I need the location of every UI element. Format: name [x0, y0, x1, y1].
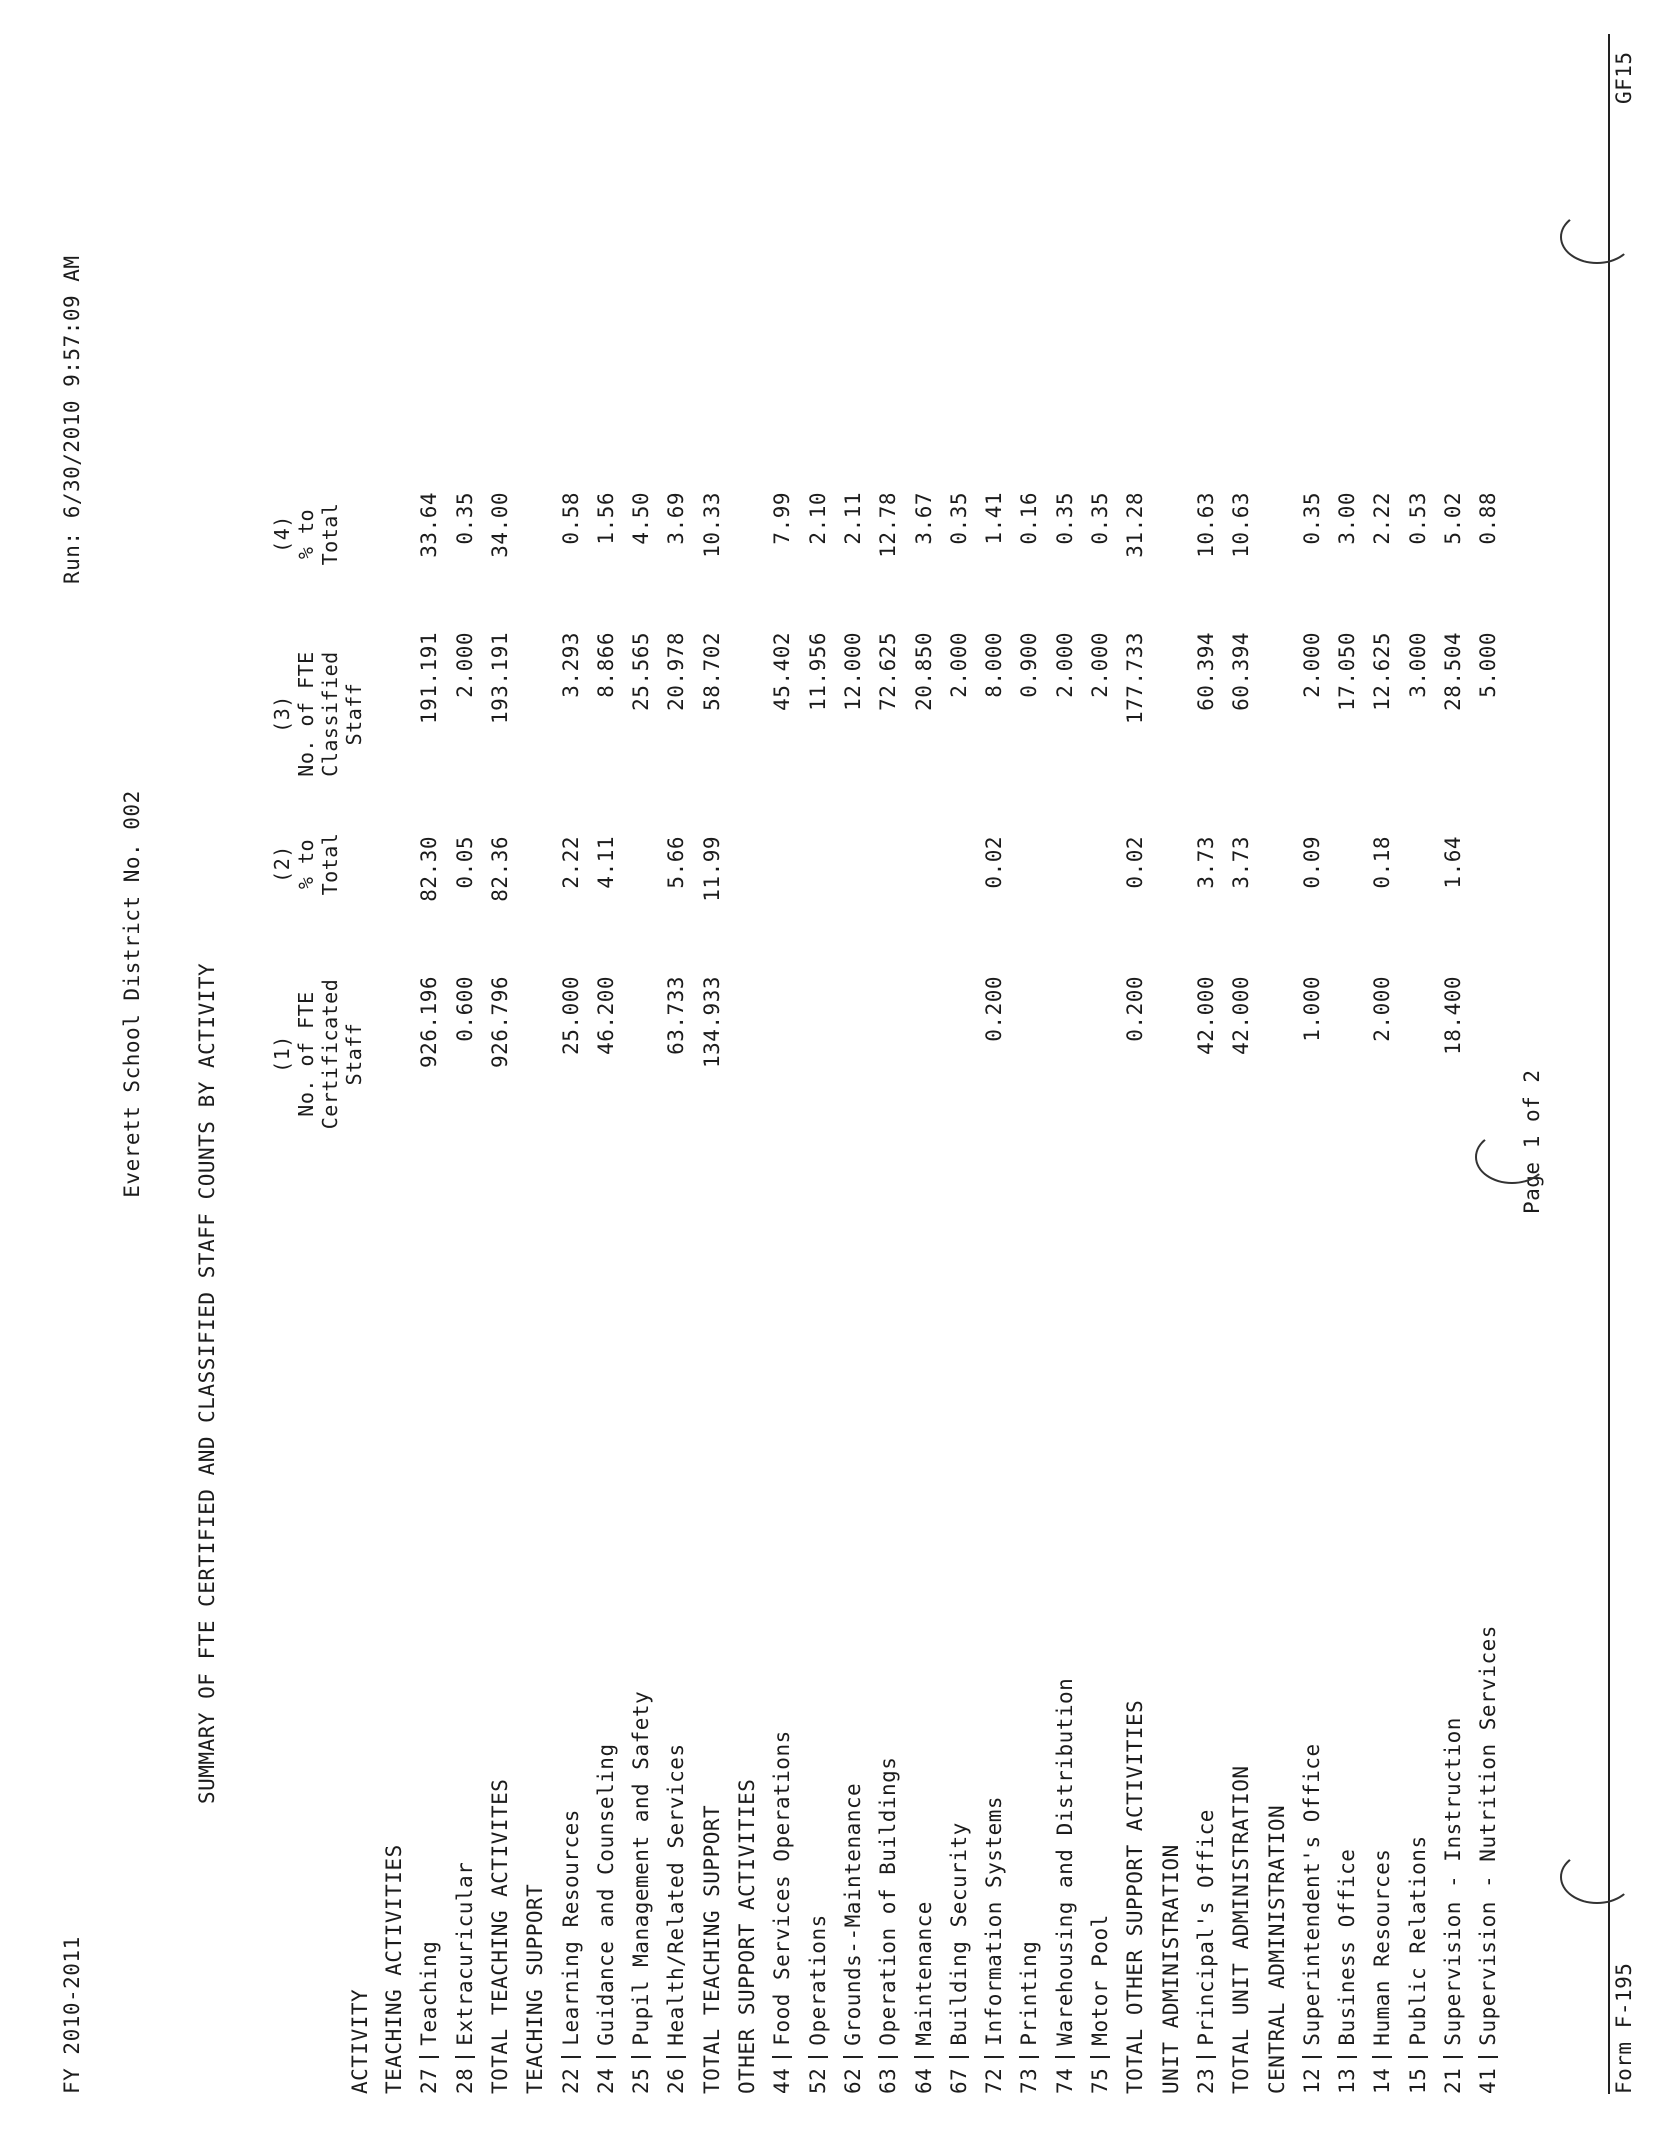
activity-code: 15 — [1405, 2067, 1430, 2094]
classified-fte: 5.000 — [1476, 632, 1501, 698]
activity-label — [876, 1757, 900, 2094]
code-separator — [1019, 2056, 1039, 2058]
activity-name: Principal's Office — [1193, 1809, 1218, 2046]
activity-code: 67 — [946, 2067, 971, 2094]
activity-code: 13 — [1335, 2067, 1360, 2094]
classified-fte: 177.733 — [1123, 632, 1148, 725]
footer-rule — [1608, 34, 1610, 2094]
code-separator — [1478, 2056, 1498, 2058]
activity-name: Pupil Management and Safety — [629, 1690, 654, 2046]
classified-pct: 0.35 — [1299, 492, 1324, 545]
code-separator — [772, 2056, 792, 2058]
activity-name: TEACHING ACTIVITIES — [382, 1844, 406, 2094]
activity-name: Public Relations — [1405, 1835, 1430, 2046]
classified-pct: 3.69 — [664, 492, 689, 545]
activity-label — [770, 1730, 794, 2094]
activity-name: UNIT ADMINISTRATION — [1158, 1844, 1183, 2094]
code-separator — [949, 2056, 969, 2058]
form-code: GF15 — [1612, 51, 1636, 104]
activity-code: 75 — [1088, 2067, 1112, 2094]
activity-label — [664, 1743, 688, 2094]
activity-label — [1370, 1849, 1394, 2094]
activity-name: Guidance and Counseling — [593, 1743, 618, 2046]
binder-hole-mark — [1560, 210, 1634, 264]
classified-fte: 2.000 — [946, 632, 971, 698]
code-separator — [1408, 2056, 1428, 2058]
activity-code: 64 — [911, 2067, 936, 2094]
activity-code: 72 — [982, 2067, 1007, 2094]
classified-fte: 8.866 — [593, 632, 618, 698]
code-separator — [455, 2056, 475, 2058]
certificated-pct: 11.99 — [699, 836, 724, 902]
run-timestamp: Run: 6/30/2010 9:57:09 AM — [60, 255, 84, 584]
certificated-pct: 0.02 — [982, 836, 1007, 889]
activity-name: Grounds--Maintenance — [840, 1782, 865, 2046]
classified-fte: 28.504 — [1441, 632, 1465, 711]
certificated-pct: 0.02 — [1123, 836, 1148, 889]
activity-name: TOTAL OTHER SUPPORT ACTIVITIES — [1123, 1699, 1148, 2094]
activity-column-header: ACTIVITY — [348, 1988, 372, 2094]
classified-fte: 3.293 — [558, 632, 583, 698]
certificated-pct: 82.30 — [417, 836, 442, 902]
activity-code: 44 — [770, 2067, 795, 2094]
code-separator — [1302, 2056, 1322, 2058]
activity-label — [1300, 1743, 1324, 2094]
code-separator — [596, 2056, 616, 2058]
activity-label — [559, 1809, 583, 2094]
code-separator — [1055, 2056, 1075, 2058]
code-separator — [1196, 2056, 1216, 2058]
activity-label — [1194, 1809, 1218, 2094]
activity-code: 26 — [664, 2067, 689, 2094]
col1-header: (1) No. of FTE Certificated Staff — [270, 978, 366, 1130]
activity-code: 24 — [593, 2067, 618, 2094]
activity-label — [1053, 1678, 1077, 2094]
classified-fte: 0.900 — [1017, 632, 1042, 698]
classified-fte: 12.000 — [840, 632, 865, 711]
classified-pct: 33.64 — [417, 492, 442, 558]
certificated-pct: 5.66 — [664, 836, 689, 889]
activity-label — [453, 1862, 477, 2094]
activity-label — [1441, 1717, 1465, 2094]
activity-label — [1476, 1625, 1500, 2094]
certificated-fte: 1.000 — [1299, 976, 1324, 1042]
classified-pct: 5.02 — [1441, 492, 1465, 545]
certificated-pct: 1.64 — [1441, 836, 1465, 889]
activity-code: 63 — [876, 2067, 901, 2094]
activity-name: Business Office — [1335, 1848, 1360, 2046]
activity-name: Health/Related Services — [664, 1743, 689, 2046]
activity-label — [806, 1914, 830, 2094]
classified-pct: 3.00 — [1335, 492, 1360, 545]
classified-fte: 20.850 — [911, 632, 936, 711]
classified-fte: 58.702 — [699, 632, 724, 711]
classified-pct: 10.63 — [1193, 492, 1218, 558]
code-separator — [1090, 2056, 1110, 2058]
classified-pct: 3.67 — [911, 492, 936, 545]
activity-name: OTHER SUPPORT ACTIVITIES — [735, 1778, 759, 2094]
activity-name: Extracuricular — [452, 1861, 477, 2046]
activity-code: 28 — [452, 2067, 477, 2094]
activity-label — [735, 1779, 759, 2094]
form-number: Form F-195 — [1612, 1962, 1636, 2094]
classified-fte: 191.191 — [417, 632, 442, 725]
classified-pct: 0.35 — [452, 492, 477, 545]
certificated-pct: 3.73 — [1229, 836, 1254, 889]
activity-name: Superintendent's Office — [1299, 1743, 1324, 2046]
classified-fte: 45.402 — [770, 632, 795, 711]
certificated-pct: 0.05 — [452, 836, 477, 889]
certificated-fte: 0.600 — [452, 976, 477, 1042]
classified-pct: 1.41 — [982, 492, 1007, 545]
classified-pct: 0.35 — [1052, 492, 1077, 545]
activity-code: 25 — [629, 2067, 654, 2094]
code-separator — [984, 2056, 1004, 2058]
activity-name: TOTAL TEACHING SUPPORT — [699, 1804, 724, 2094]
binder-hole-mark — [1475, 1130, 1549, 1184]
classified-fte: 11.956 — [805, 632, 830, 711]
activity-label — [912, 1901, 936, 2094]
certificated-pct: 3.73 — [1193, 836, 1218, 889]
classified-fte: 8.000 — [982, 632, 1007, 698]
activity-label — [947, 1822, 971, 2094]
classified-pct: 10.63 — [1229, 492, 1254, 558]
classified-pct: 0.16 — [1017, 492, 1042, 545]
classified-pct: 2.22 — [1370, 492, 1395, 545]
activity-label — [841, 1783, 865, 2094]
code-separator — [1443, 2056, 1463, 2058]
binder-hole-mark — [1560, 1850, 1634, 1904]
certificated-fte: 926.796 — [487, 976, 512, 1069]
classified-fte: 3.000 — [1405, 632, 1430, 698]
activity-label — [1088, 1914, 1112, 2094]
certificated-fte: 42.000 — [1229, 976, 1254, 1055]
activity-code: 27 — [417, 2067, 442, 2094]
activity-code: 22 — [558, 2067, 583, 2094]
activity-label — [488, 1779, 512, 2094]
code-separator — [419, 2056, 439, 2058]
classified-pct: 34.00 — [487, 492, 512, 558]
code-separator — [1337, 2056, 1357, 2058]
classified-pct: 12.78 — [876, 492, 901, 558]
classified-pct: 10.33 — [699, 492, 724, 558]
code-separator — [1372, 2056, 1392, 2058]
code-separator — [666, 2056, 686, 2058]
certificated-pct: 0.09 — [1299, 836, 1324, 889]
certificated-fte: 42.000 — [1193, 976, 1218, 1055]
certificated-fte: 46.200 — [593, 976, 618, 1055]
classified-fte: 60.394 — [1229, 632, 1254, 711]
certificated-fte: 2.000 — [1370, 976, 1395, 1042]
activity-label — [700, 1805, 724, 2094]
classified-fte: 20.978 — [664, 632, 689, 711]
activity-label — [629, 1691, 653, 2094]
activity-name: Human Resources — [1370, 1848, 1395, 2046]
activity-name: CENTRAL ADMINISTRATION — [1264, 1804, 1289, 2094]
activity-code: 14 — [1370, 2067, 1395, 2094]
activity-name: Maintenance — [911, 1901, 936, 2046]
report-title: SUMMARY OF FTE CERTIFIED AND CLASSIFIED STAFF COUNTS BY ACTIVITY — [195, 962, 219, 1804]
certificated-fte: 0.200 — [1123, 976, 1148, 1042]
classified-fte: 2.000 — [1299, 632, 1324, 698]
activity-code: 73 — [1017, 2067, 1042, 2094]
certificated-fte: 63.733 — [664, 976, 689, 1055]
code-separator — [878, 2056, 898, 2058]
activity-label — [417, 1941, 441, 2094]
activity-name: Operation of Buildings — [876, 1756, 901, 2046]
activity-label — [982, 1796, 1006, 2094]
code-separator — [808, 2056, 828, 2058]
certificated-pct: 0.18 — [1370, 836, 1395, 889]
classified-fte: 193.191 — [487, 632, 512, 725]
classified-pct: 1.56 — [593, 492, 618, 545]
activity-name: Building Security — [946, 1822, 971, 2046]
activity-label — [382, 1844, 406, 2094]
activity-label — [594, 1743, 618, 2094]
activity-label — [1123, 1700, 1147, 2094]
activity-name: Warehousing and Distribution — [1052, 1677, 1077, 2046]
classified-fte: 2.000 — [1052, 632, 1077, 698]
activity-name: Motor Pool — [1088, 1914, 1112, 2046]
activity-code: 21 — [1441, 2067, 1465, 2094]
activity-name: TOTAL TEACHING ACTIVITES — [487, 1778, 512, 2094]
certificated-pct: 82.36 — [487, 836, 512, 902]
activity-name: Supervision - Nutrition Services — [1476, 1625, 1501, 2046]
activity-label — [1229, 1765, 1253, 2094]
code-separator — [561, 2056, 581, 2058]
activity-name: Learning Resources — [558, 1809, 583, 2046]
classified-fte: 72.625 — [876, 632, 901, 711]
col3-header: (3) No. of FTE Classified Staff — [270, 651, 366, 777]
activity-code: 41 — [1476, 2067, 1501, 2094]
classified-pct: 0.53 — [1405, 492, 1430, 545]
activity-name: Information Systems — [982, 1795, 1007, 2046]
classified-pct: 0.35 — [946, 492, 971, 545]
classified-pct: 0.88 — [1476, 492, 1501, 545]
code-separator — [843, 2056, 863, 2058]
activity-label — [1265, 1805, 1289, 2094]
certificated-fte: 926.196 — [417, 976, 442, 1069]
col4-header: (4) % to Total — [270, 502, 342, 566]
activity-name: TEACHING SUPPORT — [523, 1883, 548, 2094]
classified-fte: 17.050 — [1335, 632, 1360, 711]
activity-code: 74 — [1052, 2067, 1077, 2094]
code-separator — [631, 2056, 651, 2058]
certificated-fte: 0.200 — [982, 976, 1007, 1042]
district-name: Everett School District No. 002 — [120, 790, 144, 1198]
classified-pct: 0.58 — [558, 492, 583, 545]
classified-fte: 2.000 — [1088, 632, 1112, 698]
classified-pct: 2.11 — [840, 492, 865, 545]
classified-pct: 31.28 — [1123, 492, 1148, 558]
certificated-pct: 2.22 — [558, 836, 583, 889]
activity-name: Teaching — [417, 1940, 442, 2046]
activity-code: 62 — [840, 2067, 865, 2094]
fiscal-year: FY 2010-2011 — [60, 1936, 84, 2094]
activity-code: 12 — [1299, 2067, 1324, 2094]
activity-name: Printing — [1017, 1940, 1042, 2046]
certificated-fte: 18.400 — [1441, 976, 1465, 1055]
certificated-fte: 134.933 — [699, 976, 724, 1069]
activity-label — [1335, 1849, 1359, 2094]
activity-label — [523, 1884, 547, 2094]
classified-fte: 25.565 — [629, 632, 654, 711]
classified-pct: 7.99 — [770, 492, 795, 545]
code-separator — [914, 2056, 934, 2058]
classified-pct: 4.50 — [629, 492, 654, 545]
activity-name: Operations — [805, 1914, 830, 2046]
classified-fte: 60.394 — [1193, 632, 1218, 711]
certificated-fte: 25.000 — [558, 976, 583, 1055]
activity-name: Supervision - Instruction — [1441, 1717, 1465, 2046]
col2-header: (2) % to Total — [270, 832, 342, 896]
activity-name: TOTAL UNIT ADMINISTRATION — [1229, 1765, 1254, 2094]
activity-label — [1017, 1941, 1041, 2094]
page-number: Page 1 of 2 — [1520, 1069, 1544, 1214]
activity-label — [1159, 1844, 1183, 2094]
classified-fte: 2.000 — [452, 632, 477, 698]
activity-label — [1406, 1835, 1430, 2094]
classified-pct: 0.35 — [1088, 492, 1112, 545]
classified-fte: 12.625 — [1370, 632, 1395, 711]
classified-pct: 2.10 — [805, 492, 830, 545]
activity-code: 23 — [1193, 2067, 1218, 2094]
activity-name: Food Services Operations — [770, 1730, 795, 2046]
activity-code: 52 — [805, 2067, 830, 2094]
certificated-pct: 4.11 — [593, 836, 618, 889]
